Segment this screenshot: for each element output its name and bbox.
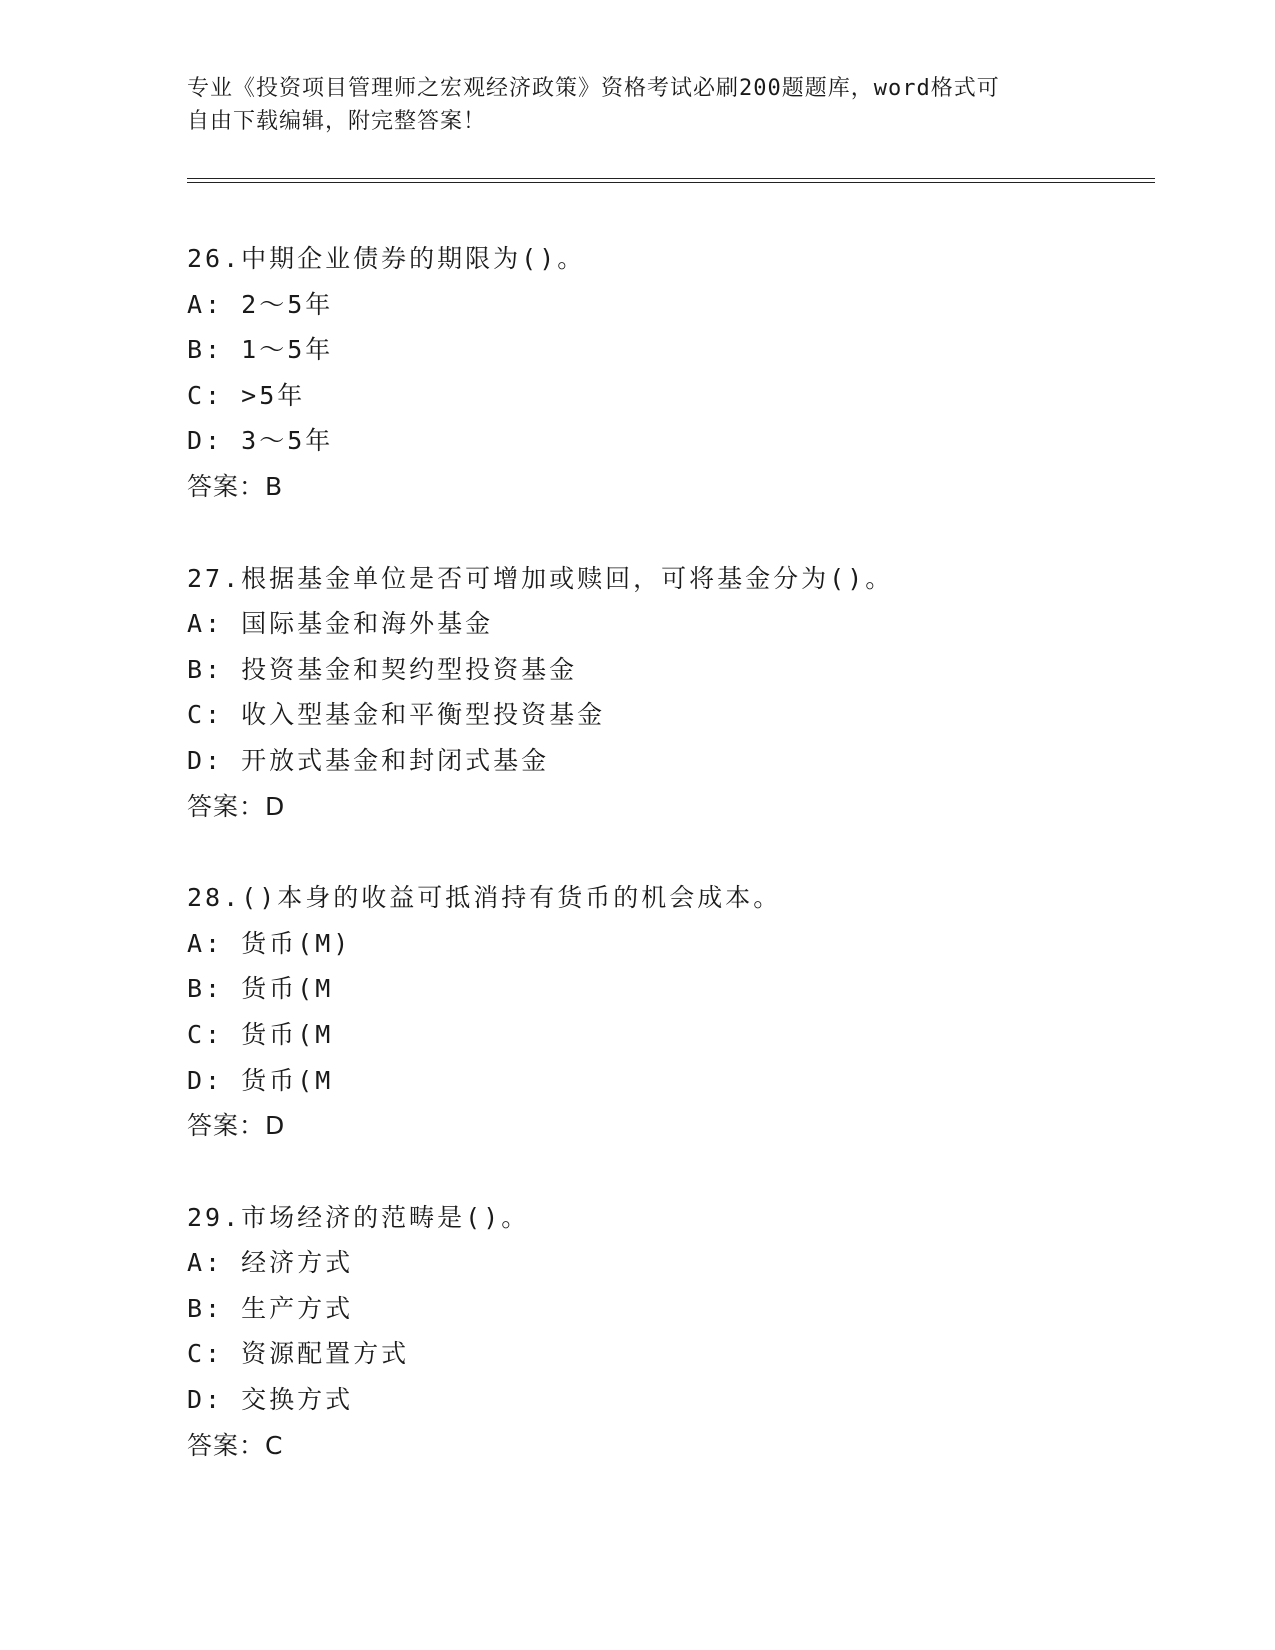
option-b: B: 投资基金和契约型投资基金 xyxy=(187,654,578,684)
option-d: D: 交换方式 xyxy=(187,1385,354,1415)
document-header xyxy=(187,72,1087,138)
question-stem: 28.()本身的收益可抵消持有货币的机会成本。 xyxy=(187,883,782,913)
header-line-1: 专业《投资项目管理师之宏观经济政策》资格考试必刷200题题库，word格式可 xyxy=(187,76,1000,101)
question-29 xyxy=(187,1195,1155,1469)
answer-key: 答案：B xyxy=(187,471,284,501)
option-b: B: 生产方式 xyxy=(187,1293,354,1323)
option-a: A: 经济方式 xyxy=(187,1248,354,1278)
option-d: D: 3～5年 xyxy=(187,426,334,456)
question-26 xyxy=(187,236,1155,510)
header-line-2: 自由下载编辑，附完整答案！ xyxy=(187,109,487,134)
option-c: C: >5年 xyxy=(187,380,306,410)
option-a: A: 国际基金和海外基金 xyxy=(187,609,494,639)
option-b: B: 货币(M xyxy=(187,974,334,1004)
answer-key: 答案：D xyxy=(187,1111,286,1141)
option-c: C: 收入型基金和平衡型投资基金 xyxy=(187,700,606,730)
question-28 xyxy=(187,875,1155,1149)
option-d: D: 货币(M xyxy=(187,1065,334,1095)
question-stem: 29.市场经济的范畴是()。 xyxy=(187,1202,530,1232)
option-c: C: 货币(M xyxy=(187,1019,334,1049)
option-c: C: 资源配置方式 xyxy=(187,1339,410,1369)
question-stem: 27.根据基金单位是否可增加或赎回，可将基金分为()。 xyxy=(187,563,894,593)
question-stem: 26.中期企业债券的期限为()。 xyxy=(187,244,586,273)
answer-key: 答案：D xyxy=(187,791,286,821)
option-a: A: 2～5年 xyxy=(187,289,334,319)
question-list xyxy=(187,236,1155,1514)
question-27 xyxy=(187,556,1155,830)
option-b: B: 1～5年 xyxy=(187,335,334,365)
answer-key: 答案：C xyxy=(187,1430,284,1460)
option-a: A: 货币(M) xyxy=(187,928,352,958)
header-divider xyxy=(187,178,1155,183)
option-d: D: 开放式基金和封闭式基金 xyxy=(187,745,550,775)
